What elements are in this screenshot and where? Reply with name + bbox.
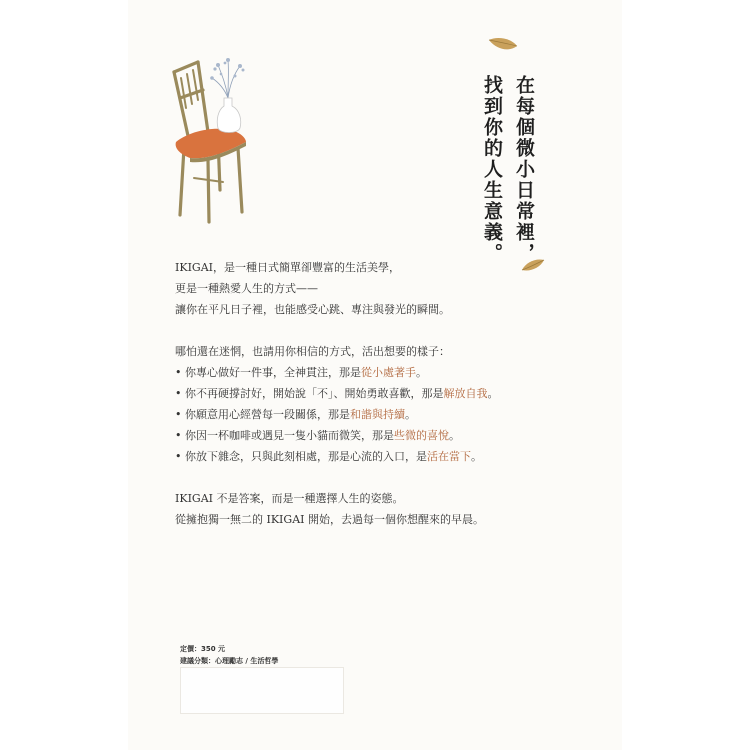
pillar-highlight: 些微的喜悅: [393, 429, 449, 442]
lead-line: 哪怕還在迷惘，也請用你相信的方式，活出想要的樣子：: [175, 345, 450, 358]
barcode-area: [180, 667, 344, 714]
headline-line-2: 找到你的人生意義。: [481, 75, 503, 264]
ikigai-pillars-list: [175, 362, 555, 467]
pillar-highlight: 解放自我: [443, 387, 488, 400]
pillar-highlight: 活在當下: [426, 450, 471, 463]
intro-line: 讓你在平凡日子裡，也能感受心跳、專注與發光的瞬間。: [175, 303, 450, 316]
flower-blossoms: [210, 58, 244, 80]
list-item: • 你專心做好一件事，全神貫注，那是從小處著手。: [175, 366, 427, 379]
list-item: • 你不再硬撐討好，開始說「不」、開始勇敢喜歡，那是解放自我。: [175, 387, 499, 400]
list-item: • 你願意用心經營每一段關係，那是和諧與持續。: [175, 408, 416, 421]
price-info: [180, 643, 278, 667]
list-item: • 你因一杯咖啡或遇見一隻小貓而微笑，那是些微的喜悅。: [175, 429, 460, 442]
body-copy: [175, 257, 555, 530]
intro-line: IKIGAI，是一種日式簡單卻豐富的生活美學，: [175, 261, 400, 274]
category-label: 建議分類：心理勵志 / 生活哲學: [180, 657, 279, 665]
closing-line: 從擁抱獨一無二的 IKIGAI 開始，去過每一個你想醒來的早晨。: [175, 513, 484, 526]
headline-line-1: 在每個微小日常裡，: [513, 75, 535, 264]
list-item: • 你放下雜念，只與此刻相處，那是心流的入口，是活在當下。: [175, 450, 482, 463]
price-label: 定價：350 元: [180, 645, 226, 653]
closing-line: IKIGAI 不是答案，而是一種選擇人生的姿態。: [175, 492, 404, 505]
chair-vase-illustration: [160, 50, 260, 230]
pillar-highlight: 從小處著手: [360, 366, 416, 379]
leaf-icon: [487, 34, 519, 54]
pillar-highlight: 和諧與持續: [349, 408, 405, 421]
vase: [217, 98, 240, 133]
intro-line: 更是一種熱愛人生的方式——: [175, 282, 318, 295]
